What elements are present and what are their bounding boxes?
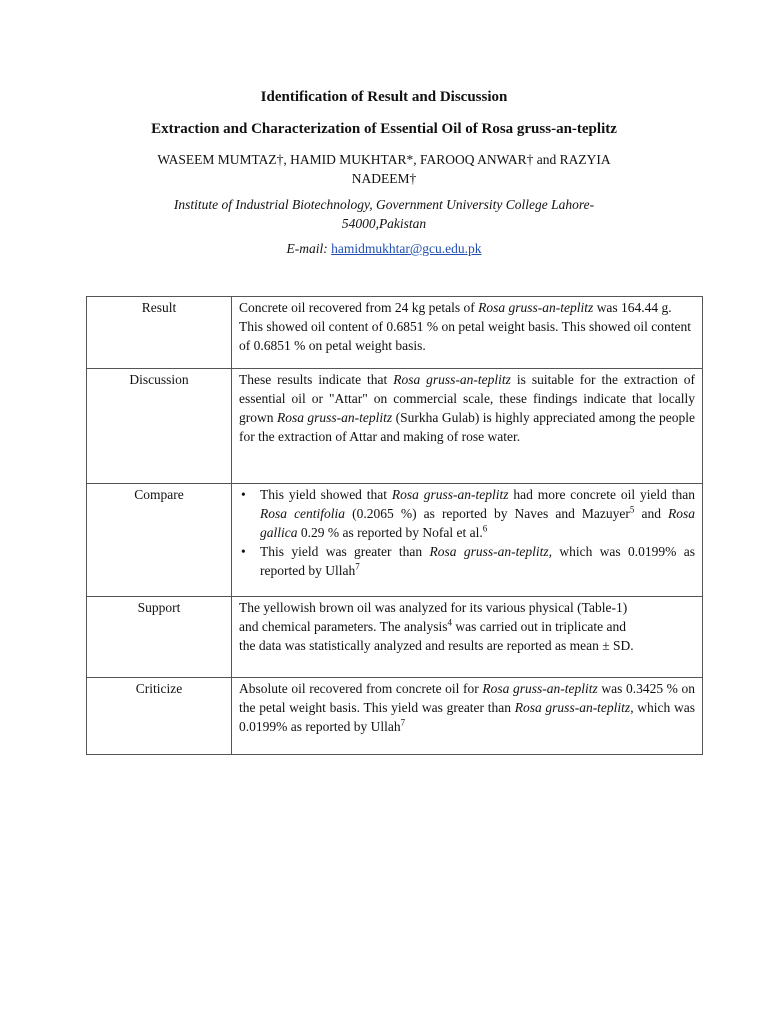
bullet-icon: •: [241, 487, 246, 502]
species-name: Rosa gruss-an-teplitz: [514, 700, 631, 715]
discussion-table: [86, 296, 703, 755]
compare-text-e: 0.29 % as reported by Nofal et al.: [300, 525, 483, 540]
compare-text-c: (0.2065 %) as reported by Naves and Mazuyer: [352, 506, 630, 521]
affiliation-line-2: 54000,Pakistan: [341, 216, 427, 231]
row-content: [232, 297, 703, 369]
citation-superscript: 7: [400, 717, 406, 728]
citation-superscript: 7: [355, 561, 360, 572]
email-line: [0, 241, 768, 257]
row-label: Support: [87, 597, 232, 678]
author-line-1: WASEEM MUMTAZ†, HAMID MUKHTAR*, FAROOQ ANWAR† and RAZYIA: [157, 152, 611, 167]
email-label: E-mail:: [286, 241, 328, 256]
species-name: Rosa gruss-an-teplitz,: [429, 544, 552, 559]
species-name: Rosa gallica: [260, 506, 696, 540]
compare-text-f: This yield was greater than: [260, 544, 423, 559]
support-line-3: the data was statistically analyzed and results are reported as mean ± SD.: [239, 638, 634, 653]
affiliation: [120, 195, 648, 233]
bullet-list: [239, 485, 695, 580]
discussion-text-b: is suitable for the extraction of essential oil or "Attar" on commercial scale, these findings indicate that locally grown: [239, 372, 696, 425]
row-content: [232, 484, 703, 597]
discussion-text-c: (Surkha Gulab) is highly appreciated among the people for the extraction of Attar and making of rose water.: [239, 410, 696, 444]
compare-text-g: which was 0.0199% as reported by Ullah: [260, 544, 695, 578]
compare-text-a: This yield showed that: [260, 487, 388, 502]
species-name: Rosa gruss-an-teplitz: [393, 372, 511, 387]
table-row: [87, 297, 703, 369]
species-name: Rosa gruss-an-teplitz: [276, 410, 393, 425]
citation-superscript: 6: [482, 523, 488, 534]
citation-superscript: 5: [629, 504, 635, 515]
criticize-text-a: Absolute oil recovered from concrete oil for: [239, 681, 479, 696]
support-text-a: and chemical parameters. The analysis: [239, 619, 448, 634]
criticize-text-b: was 0.3425 % on the petal weight basis. This yield was greater than: [239, 681, 696, 715]
row-content: [232, 597, 703, 678]
email-link[interactable]: hamidmukhtar@gcu.edu.pk: [331, 241, 482, 256]
row-label: Compare: [87, 484, 232, 597]
species-name: Rosa gruss-an-teplitz: [391, 487, 509, 502]
bullet-icon: •: [241, 544, 246, 559]
support-line-2: [239, 617, 695, 636]
species-name: Rosa gruss-an-teplitz: [478, 300, 594, 315]
author-list: [110, 150, 658, 188]
compare-text-b: had more concrete oil yield than: [513, 487, 696, 502]
paper-title: Extraction and Characterization of Essential Oil of Rosa gruss-an-teplitz: [151, 121, 617, 137]
table-row: [87, 597, 703, 678]
species-name: Rosa gruss-an-teplitz: [482, 681, 598, 696]
species-name: Rosa centifolia: [260, 506, 346, 521]
citation-superscript: 4: [447, 617, 453, 628]
author-line-2: NADEEM†: [351, 171, 417, 186]
affiliation-line-1: Institute of Industrial Biotechnology, Government University College Lahore-: [173, 197, 595, 212]
row-content: [232, 369, 703, 484]
result-text-a: Concrete oil recovered from 24 kg petals of: [239, 300, 475, 315]
support-line-1: The yellowish brown oil was analyzed for its various physical (Table-1): [239, 600, 628, 615]
result-text-b: was 164.44 g. This showed oil content of 0.6851 % on petal weight basis. This showed oil content of 0.6851 % on petal weight basis.: [239, 300, 691, 353]
document-title: Identification of Result and Discussion: [260, 89, 508, 105]
discussion-text-a: These results indicate that: [239, 372, 388, 387]
table-row: [87, 678, 703, 755]
list-item: [239, 542, 695, 580]
table-row: [87, 369, 703, 484]
row-label: Criticize: [87, 678, 232, 755]
list-item: [239, 485, 695, 542]
criticize-text-c: , which was 0.0199% as reported by Ullah: [239, 700, 695, 734]
row-label: Discussion: [87, 369, 232, 484]
row-label: Result: [87, 297, 232, 369]
support-text-b: was carried out in triplicate and: [455, 619, 626, 634]
table-row: [87, 484, 703, 597]
compare-text-d: and: [641, 506, 661, 521]
row-content: [232, 678, 703, 755]
